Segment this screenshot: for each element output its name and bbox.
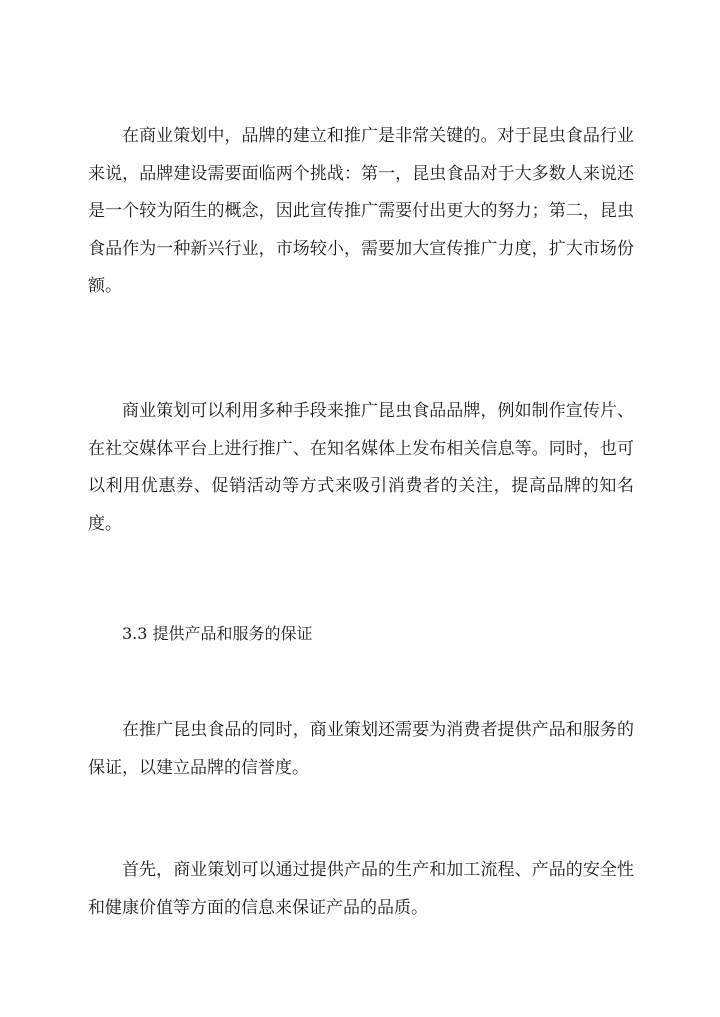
paragraph-brand-building: 在商业策划中，品牌的建立和推广是非常关键的。对于昆虫食品行业来说，品牌建设需要面临两个挑战：第一，昆虫食品对于大多数人来说还是一个较为陌生的概念，因此宣传推广需要付出更大的努力；第二，昆虫食品作为一种新兴行业，市场较小，需要加大宣传推广力度，扩大市场份额。 bbox=[88, 126, 634, 296]
section-heading: 3.3 提供产品和服务的保证 bbox=[122, 624, 313, 643]
paragraph-promotion-methods: 商业策划可以利用多种手段来推广昆虫食品品牌，例如制作宣传片、在社交媒体平台上进行推广、在知名媒体上发布相关信息等。同时，也可以利用优惠券、促销活动等方式来吸引消费者的关注，提高品牌的知名度。 bbox=[88, 401, 634, 534]
paragraph-quality-info: 首先，商业策划可以通过提供产品的生产和加工流程、产品的安全性和健康价值等方面的信息来保证产品的品质。 bbox=[88, 860, 634, 918]
paragraph-guarantee-intro: 在推广昆虫食品的同时，商业策划还需要为消费者提供产品和服务的保证，以建立品牌的信誉度。 bbox=[88, 720, 634, 778]
